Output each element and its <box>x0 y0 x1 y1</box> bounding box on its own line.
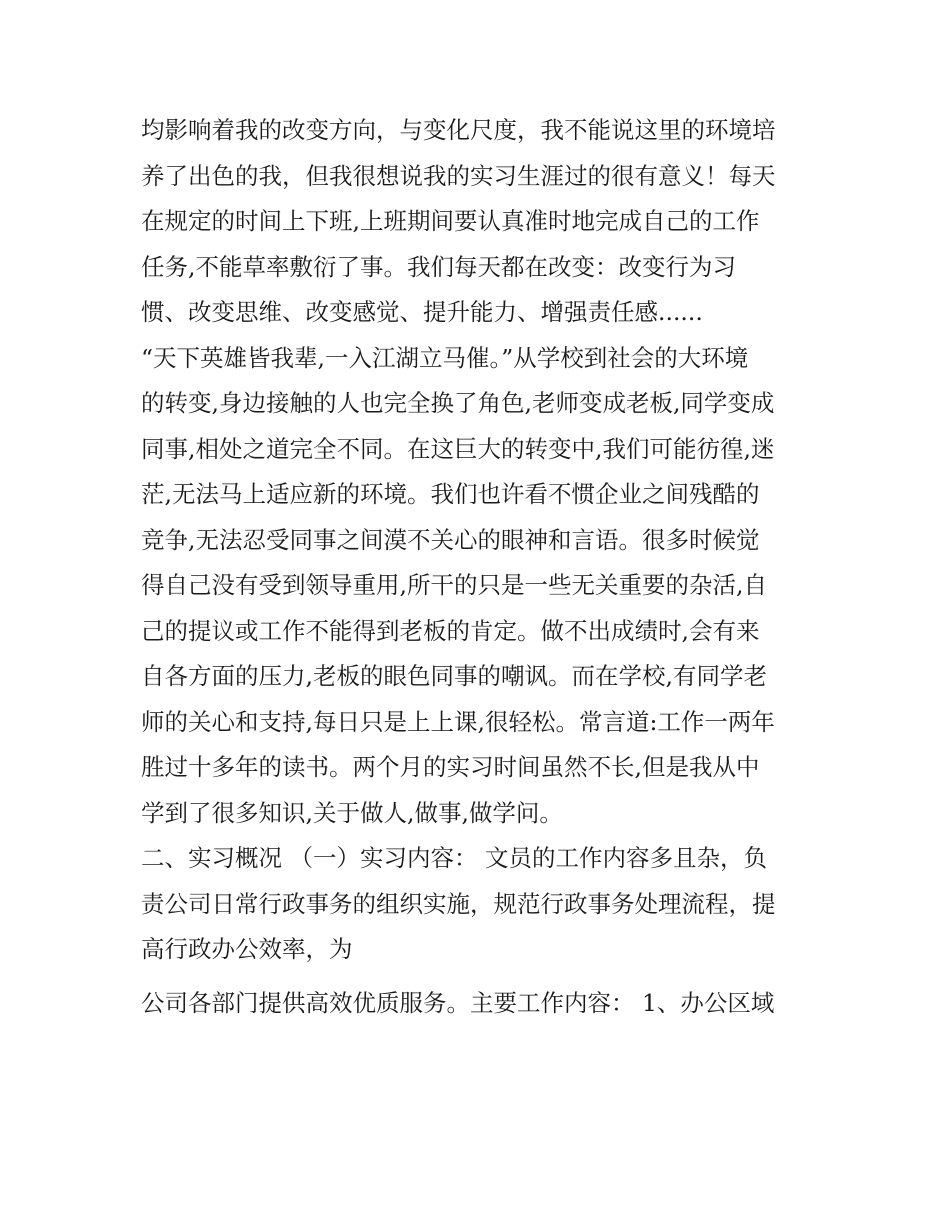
text-line: 均影响着我的改变方向，与变化尺度，我不能说这里的环境培 <box>141 116 776 144</box>
document-body <box>141 108 821 1026</box>
text-line: 竞争,无法忍受同事之间漠不关心的眼神和言语。很多时候觉 <box>141 525 760 554</box>
text-line: 高行政办公效率，为 <box>141 935 353 963</box>
text-line: 胜过十多年的读书。两个月的实习时间虽然不长,但是我从中 <box>141 753 760 781</box>
text-line: 茫,无法马上适应新的环境。我们也许看不惯企业之间残酷的 <box>141 480 760 508</box>
text-line: 公司各部门提供高效优质服务。主要工作内容： 1、办公区域 <box>141 988 775 1017</box>
text-line: 惯、改变思维、改变感觉、提升能力、增强责任感...... <box>141 298 703 326</box>
text-line: 任务,不能草率敷衍了事。我们每天都在改变：改变行为习 <box>141 252 736 281</box>
text-line: 的转变,身边接触的人也完全换了角色,老师变成老板,同学变成 <box>141 389 775 417</box>
text-line: 责公司日常行政事务的组织实施，规范行政事务处理流程，提 <box>141 889 776 918</box>
text-line: 同事,相处之道完全不同。在这巨大的转变中,我们可能彷徨,迷 <box>141 434 775 463</box>
text-line: 在规定的时间上下班,上班期间要认真准时地完成自己的工作 <box>141 207 760 235</box>
text-line: 自各方面的压力,老板的眼色同事的嘲讽。而在学校,有同学老 <box>141 662 767 690</box>
text-line: 学到了很多知识,关于做人,做事,做学问。 <box>141 798 563 827</box>
text-line: 己的提议或工作不能得到老板的肯定。做不出成绩时,会有来 <box>141 616 760 645</box>
text-line: 师的关心和支持,每日只是上上课,很轻松。常言道:工作一两年 <box>141 707 775 736</box>
text-line: 养了出色的我，但我很想说我的实习生涯过的很有意义！每天 <box>141 161 776 190</box>
text-line: “天下英雄皆我辈,一入江湖立马催。”从学校到社会的大环境 <box>141 343 749 372</box>
text-line: 二、实习概况 （一）实习内容： 文员的工作内容多且杂，负 <box>141 844 767 872</box>
text-line: 得自己没有受到领导重用,所干的只是一些无关重要的杂活,自 <box>141 571 767 599</box>
